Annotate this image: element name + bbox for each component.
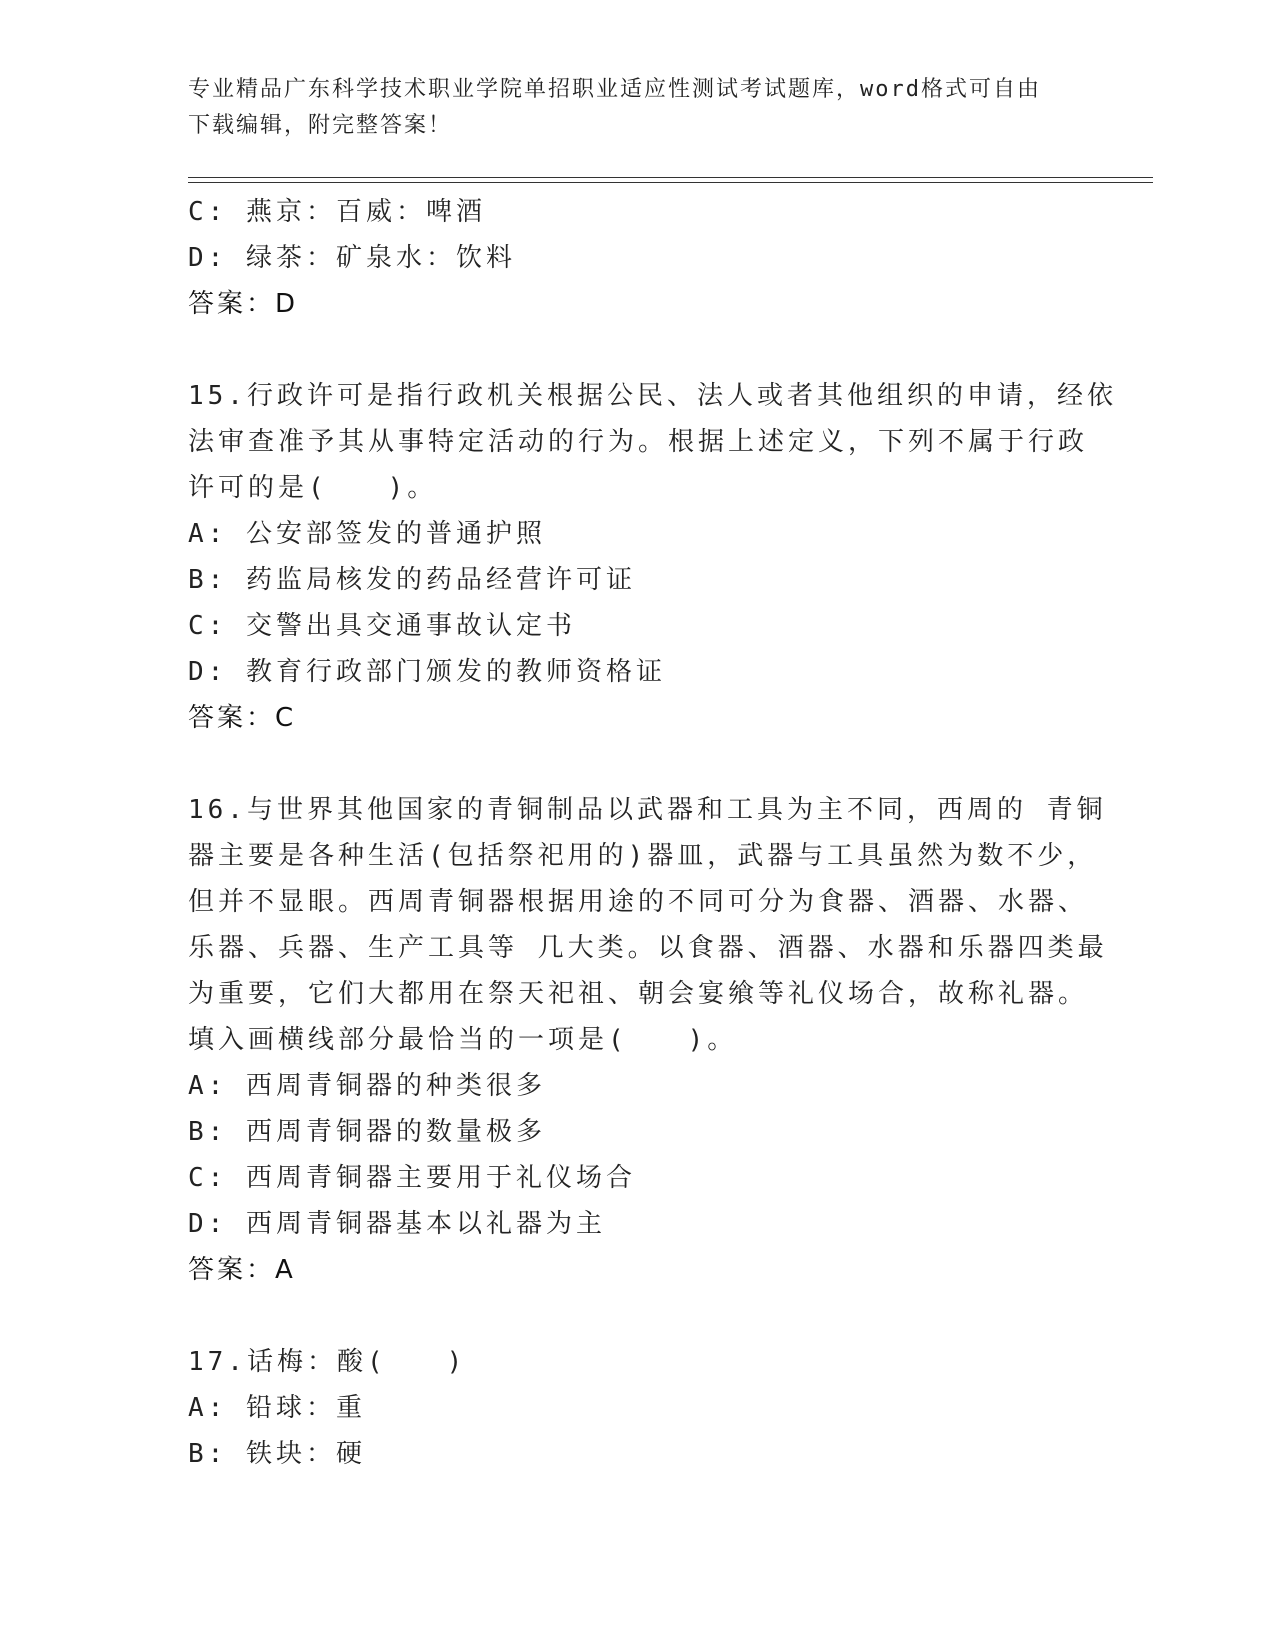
option-a: [188, 1063, 1088, 1109]
option-text: 西周青铜器的种类很多: [246, 1071, 547, 1101]
option-d: [188, 1201, 1088, 1247]
question-17: [188, 1339, 1088, 1477]
answer-line: 答案：C: [188, 703, 297, 733]
option-text: 铁块：硬: [246, 1439, 367, 1469]
option-text: 教育行政部门颁发的教师资格证: [246, 657, 667, 687]
spacer: [188, 327, 1088, 373]
option-b: [188, 1109, 1088, 1155]
option-label: C:: [188, 1163, 228, 1193]
spacer: [188, 1293, 1088, 1339]
option-text: 西周青铜器的数量极多: [246, 1117, 547, 1147]
option-label: A:: [188, 1393, 228, 1423]
question-15: [188, 373, 1117, 741]
option-d: [188, 649, 1088, 695]
question-stem-line: 为重要，它们大都用在祭天祀祖、朝会宴飨等礼仪场合，故称礼器。: [188, 979, 1089, 1009]
option-c: [188, 1155, 1088, 1201]
option-label: D:: [188, 1209, 228, 1239]
answer-line: 答案：D: [188, 289, 299, 319]
option-text: 绿茶：矿泉水：饮料: [246, 243, 517, 273]
option-label: A:: [188, 1071, 228, 1101]
option-label: C:: [188, 197, 228, 227]
question-stem-line: 17.话梅：酸( ): [188, 1347, 467, 1377]
option-label: B:: [188, 565, 228, 595]
option-text: 铅球：重: [246, 1393, 367, 1423]
option-label: A:: [188, 519, 228, 549]
page-header: [188, 72, 1068, 144]
option-text: 药监局核发的药品经营许可证: [246, 565, 637, 595]
option-text: 交警出具交通事故认定书: [246, 611, 577, 641]
option-label: B:: [188, 1117, 228, 1147]
option-label: B:: [188, 1439, 228, 1469]
option-b: [188, 1431, 1088, 1477]
header-line-1: 专业精品广东科学技术职业学院单招职业适应性测试考试题库，word格式可自由: [188, 77, 1041, 102]
spacer: [188, 741, 1088, 787]
option-d: [188, 235, 1088, 281]
question-16: [188, 787, 1108, 1293]
option-text: 西周青铜器基本以礼器为主: [246, 1209, 607, 1239]
question-stem-line: 16.与世界其他国家的青铜制品以武器和工具为主不同，西周的 青铜: [188, 795, 1107, 825]
header-line-2: 下载编辑，附完整答案！: [188, 113, 453, 138]
option-label: C:: [188, 611, 228, 641]
question-stem-line: 乐器、兵器、生产工具等 几大类。以食器、酒器、水器和乐器四类最: [188, 933, 1108, 963]
option-label: D:: [188, 657, 228, 687]
option-c: [188, 189, 1088, 235]
question-content: [188, 189, 1117, 1477]
question-stem-line: 器主要是各种生活(包括祭祀用的)器皿，武器与工具虽然为数不少，: [188, 841, 1098, 871]
question-stem-line: 15.行政许可是指行政机关根据公民、法人或者其他组织的申请，经依: [188, 381, 1117, 411]
option-text: 公安部签发的普通护照: [246, 519, 547, 549]
option-label: D:: [188, 243, 228, 273]
option-text: 西周青铜器主要用于礼仪场合: [246, 1163, 637, 1193]
question-stem-line: 填入画横线部分最恰当的一项是( )。: [188, 1025, 738, 1055]
answer-line: 答案：A: [188, 1255, 296, 1285]
option-b: [188, 557, 1088, 603]
question-stem-line: 许可的是( )。: [188, 473, 438, 503]
option-a: [188, 1385, 1088, 1431]
option-text: 燕京：百威：啤酒: [246, 197, 487, 227]
option-a: [188, 511, 1088, 557]
header-rule-bottom: [188, 182, 1153, 183]
question-stem-line: 法审查准予其从事特定活动的行为。根据上述定义，下列不属于行政: [188, 427, 1089, 457]
question-stem-line: 但并不显眼。西周青铜器根据用途的不同可分为食器、酒器、水器、: [188, 887, 1089, 917]
header-rule-top: [188, 177, 1153, 178]
question-14: [188, 189, 1088, 327]
option-c: [188, 603, 1088, 649]
